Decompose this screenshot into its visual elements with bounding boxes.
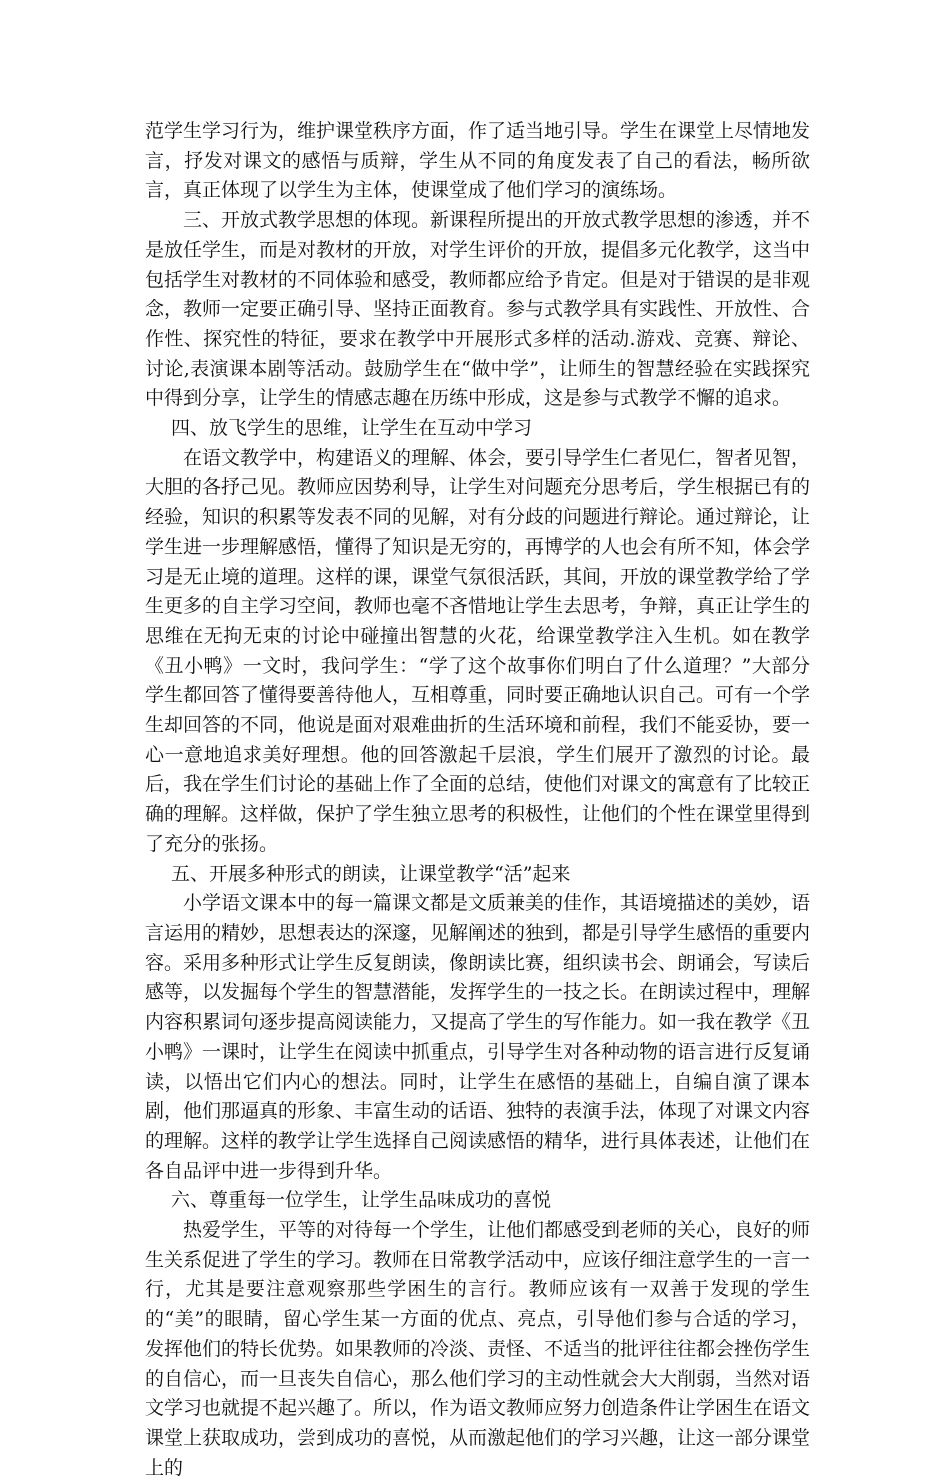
paragraph-reading-aloud: 小学语文课本中的每一篇课文都是文质兼美的佳作，其语境描述的美妙，语言运用的精妙，思想表达的深邃，见解阐述的独到，都是引导学生感悟的重要内容。采用多种形式让学生反复朗读，像朗读比赛，组织读书会、朗诵会，写读后感等，以发掘每个学生的智慧潜能，发挥学生的一技之长。在朗读过程中，理解内容积累词句逐步提高阅读能力，又提高了学生的写作能力。如一我在教学《丑小鸭》一课时，让学生在阅读中抓重点，引导学生对各种动物的语言进行反复诵读，以悟出它们内心的想法。同时，让学生在感悟的基础上，自编自演了课本剧，他们那逼真的形象、丰富生动的话语、独特的表演手法，体现了对课文内容的理解。这样的教学让学生选择自己阅读感悟的精华，进行具体表述，让他们在各自品评中进一步得到升华。 (145, 892, 811, 1182)
paragraph-respect-students: 热爱学生，平等的对待每一个学生，让他们都感受到老师的关心，良好的师生关系促进了学生的学习。教师在日常教学活动中，应该仔细注意学生的一言一行，尤其是要注意观察那些学困生的言行。教师应该有一双善于发现的学生的“美”的眼睛，留心学生某一方面的优点、亮点，引导他们参与合适的学习，发挥他们的特长优势。如果教师的冷淡、责怪、不适当的批评往往都会挫伤学生的自信心，而一旦丧失自信心，那么他们学习的主动性就会大大削弱，当然对语文学习也就提不起兴趣了。所以，作为语文教师应努力创造条件让学困生在语文课堂上获取成功，尝到成功的喜悦，从而激起他们的学习兴趣，让这一部分课堂上的 (145, 1219, 811, 1479)
paragraph-continuation: 范学生学习行为，维护课堂秩序方面，作了适当地引导。学生在课堂上尽情地发言，抒发对课文的感悟与质辩，学生从不同的角度发表了自己的看法，畅所欲言，真正体现了以学生为主体，使课堂成了他们学习的演练场。 (145, 120, 811, 202)
paragraph-open-teaching: 三、开放式教学思想的体现。新课程所提出的开放式教学思想的渗透，并不是放任学生，而是对教材的开放，对学生评价的开放，提倡多元化教学，这当中包括学生对教材的不同体验和感受，教师都应给予肯定。但是对于错误的是非观念，教师一定要正确引导、坚持正面教育。参与式教学具有实践性、开放性、合作性、探究性的特征，要求在教学中开展形式多样的活动.游戏、竞赛、辩论、讨论,表演课本剧等活动。鼓励学生在“做中学”，让师生的智慧经验在实践探究中得到分享，让学生的情感志趣在历练中形成，这是参与式教学不懈的追求。 (145, 209, 811, 410)
section-heading-6: 六、尊重每一位学生，让学生品味成功的喜悦 (171, 1189, 552, 1212)
paragraph-interactive-learning: 在语文教学中，构建语义的理解、体会，要引导学生仁者见仁，智者见智，大胆的各抒己见。教师应因势利导，让学生对问题充分思考后，学生根据已有的经验，知识的积累等发表不同的见解，对有分歧的问题进行辩论。通过辩论，让学生进一步理解感悟，懂得了知识是无穷的，再博学的人也会有所不知，体会学习是无止境的道理。这样的课，课堂气氛很活跃，其间，开放的课堂教学给了学生更多的自主学习空间，教师也毫不吝惜地让学生去思考，争辩，真正让学生的思维在无拘无束的讨论中碰撞出智慧的火花，给课堂教学注入生机。如在教学《丑小鸭》一文时，我问学生：“学了这个故事你们明白了什么道理？”大部分学生都回答了懂得要善待他人，互相尊重，同时要正确地认识自己。可有一个学生却回答的不同，他说是面对艰难曲折的生活环境和前程，我们不能妥协，要一心一意地追求美好理想。他的回答激起千层浪，学生们展开了激烈的讨论。最后，我在学生们讨论的基础上作了全面的总结，使他们对课文的寓意有了比较正确的理解。这样做，保护了学生独立思考的积极性，让他们的个性在课堂里得到了充分的张扬。 (145, 446, 811, 855)
section-heading-5: 五、开展多种形式的朗读，让课堂教学“活”起来 (171, 862, 571, 885)
section-heading-4: 四、放飞学生的思维，让学生在互动中学习 (171, 417, 533, 440)
document-body (145, 117, 810, 1483)
